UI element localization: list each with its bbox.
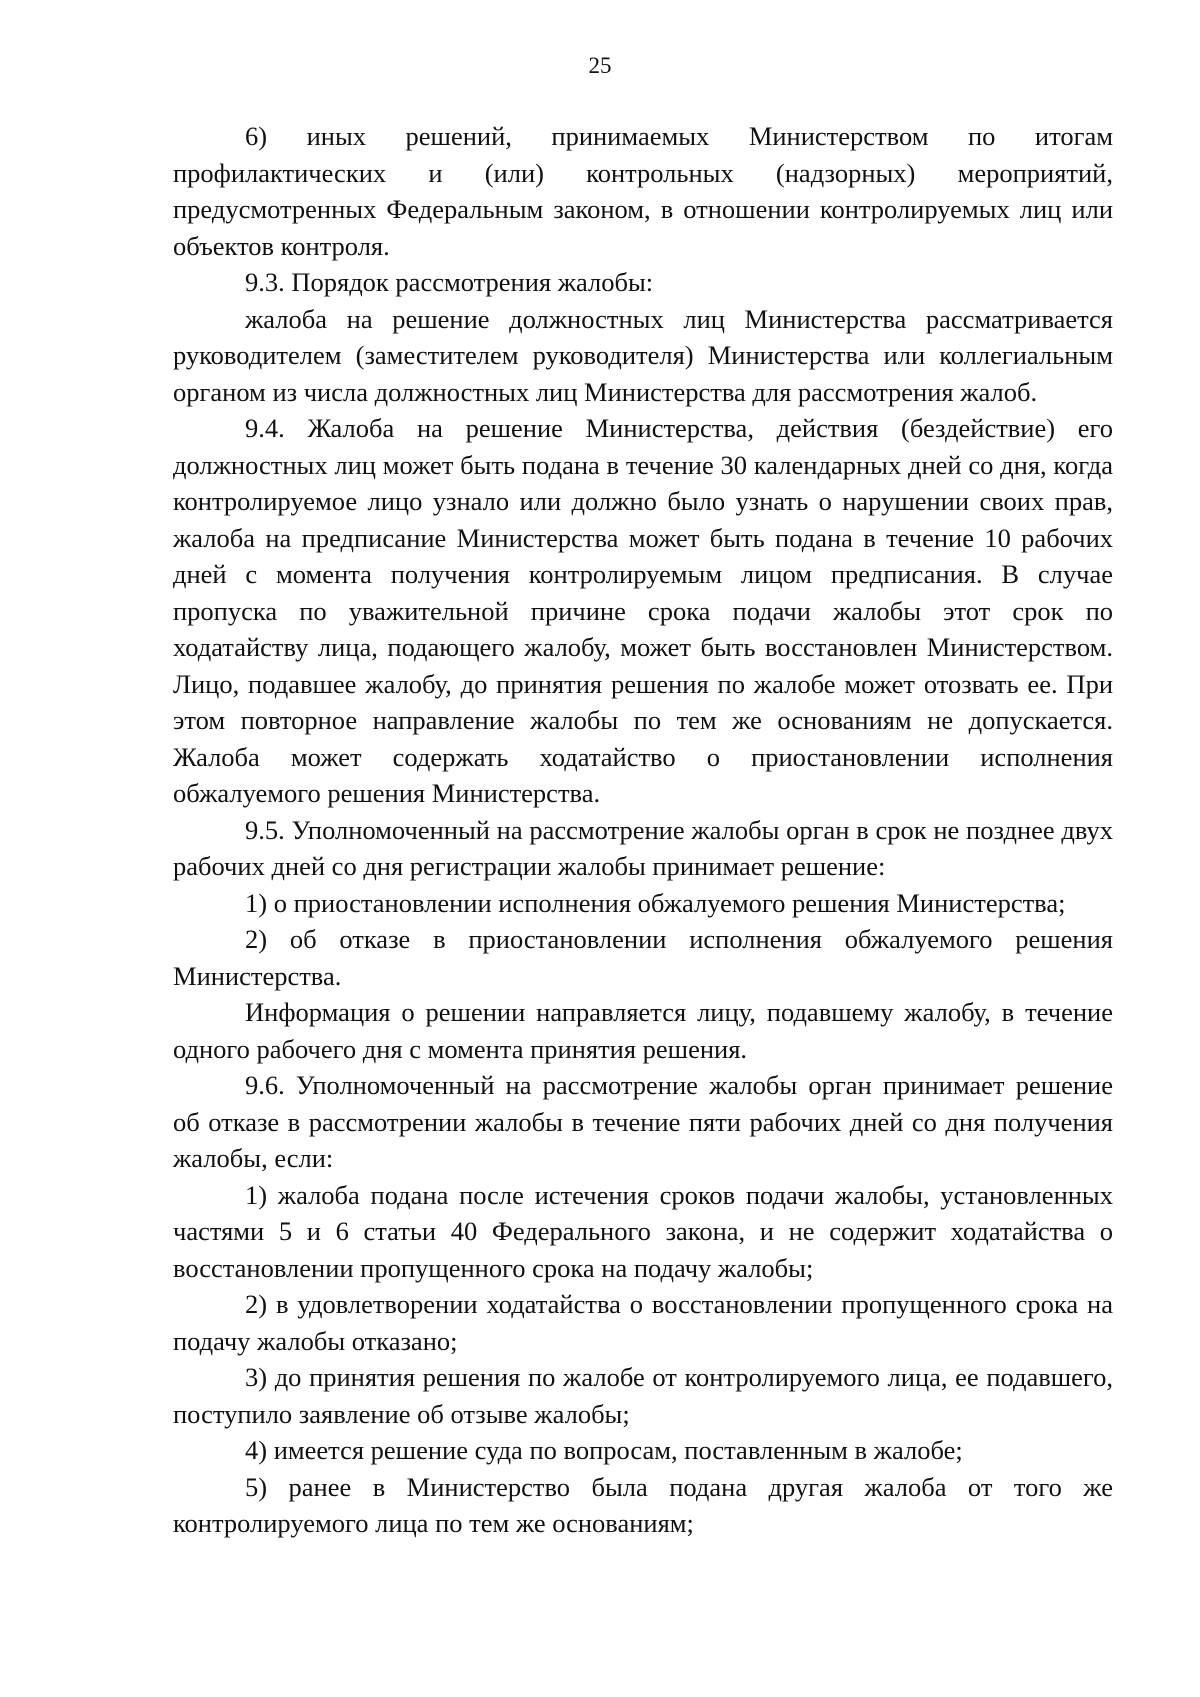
- paragraph-item-6-other-decisions: 6) иных решений, принимаемых Министерством по итогам профилактических и (или) контрольных (надзорных) мероприятий, предусмотренных Федеральным законом, в отношении контролируемых лиц или объектов контроля.: [173, 121, 1113, 261]
- paragraph-9-5-information: Информация о решении направляется лицу, подавшему жалобу, в течение одного рабочего дня с момента принятия решения.: [173, 997, 1113, 1064]
- paragraph-9-4: 9.4. Жалоба на решение Министерства, действия (бездействие) его должностных лиц может быть подана в течение 30 календарных дней со дня, когда контролируемое лицо узнало или должно было узнать о нарушении своих прав, жалоба на предписание Министерства может быть подана в течение 10 рабочих дней с момента получения контролируемым лицом предписания. В случае пропуска по уважительной причине срока подачи жалобы этот срок по ходатайству лица, подающего жалобу, может быть восстановлен Министерством. Лицо, подавшее жалобу, до принятия решения по жалобе может отозвать ее. При этом повторное направление жалобы по тем же основаниям не допускается. Жалоба может содержать ходатайство о приостановлении исполнения обжалуемого решения Министерства.: [173, 413, 1113, 808]
- paragraph-9-5: 9.5. Уполномоченный на рассмотрение жалобы орган в срок не позднее двух рабочих дней со дня регистрации жалобы принимает решение:: [173, 814, 1113, 881]
- paragraph-9-6-item-2: 2) в удовлетворении ходатайства о восстановлении пропущенного срока на подачу жалобы отказано;: [173, 1289, 1113, 1356]
- paragraph-9-3-body: жалоба на решение должностных лиц Министерства рассматривается руководителем (заместителем руководителя) Министерства или коллегиальным органом из числа должностных лиц Министерства для рассмотрения жалоб.: [173, 303, 1113, 407]
- paragraph-9-6-item-5: 5) ранее в Министерство была подана другая жалоба от того же контролируемого лица по тем же основаниям;: [173, 1471, 1113, 1538]
- paragraph-9-6-item-4: 4) имеется решение суда по вопросам, поставленным в жалобе;: [245, 1435, 963, 1465]
- page-number: 25: [588, 53, 612, 78]
- paragraph-9-6: 9.6. Уполномоченный на рассмотрение жалобы орган принимает решение об отказе в рассмотрении жалобы в течение пяти рабочих дней со дня получения жалобы, если:: [173, 1070, 1113, 1173]
- document-body: [173, 118, 1113, 1542]
- paragraph-9-5-item-1: 1) о приостановлении исполнения обжалуемого решения Министерства;: [245, 887, 1066, 918]
- paragraph-9-6-item-1: 1) жалоба подана после истечения сроков подачи жалобы, установленных частями 5 и 6 статьи 40 Федерального закона, и не содержит ходатайства о восстановлении пропущенного срока на подачу жалобы;: [173, 1179, 1113, 1283]
- paragraph-9-3-heading: 9.3. Порядок рассмотрения жалобы:: [245, 267, 654, 297]
- paragraph-9-5-item-2: 2) об отказе в приостановлении исполнения обжалуемого решения Министерства.: [173, 924, 1113, 991]
- paragraph-9-6-item-3: 3) до принятия решения по жалобе от контролируемого лица, ее подавшего, поступило заявление об отзыве жалобы;: [173, 1362, 1113, 1429]
